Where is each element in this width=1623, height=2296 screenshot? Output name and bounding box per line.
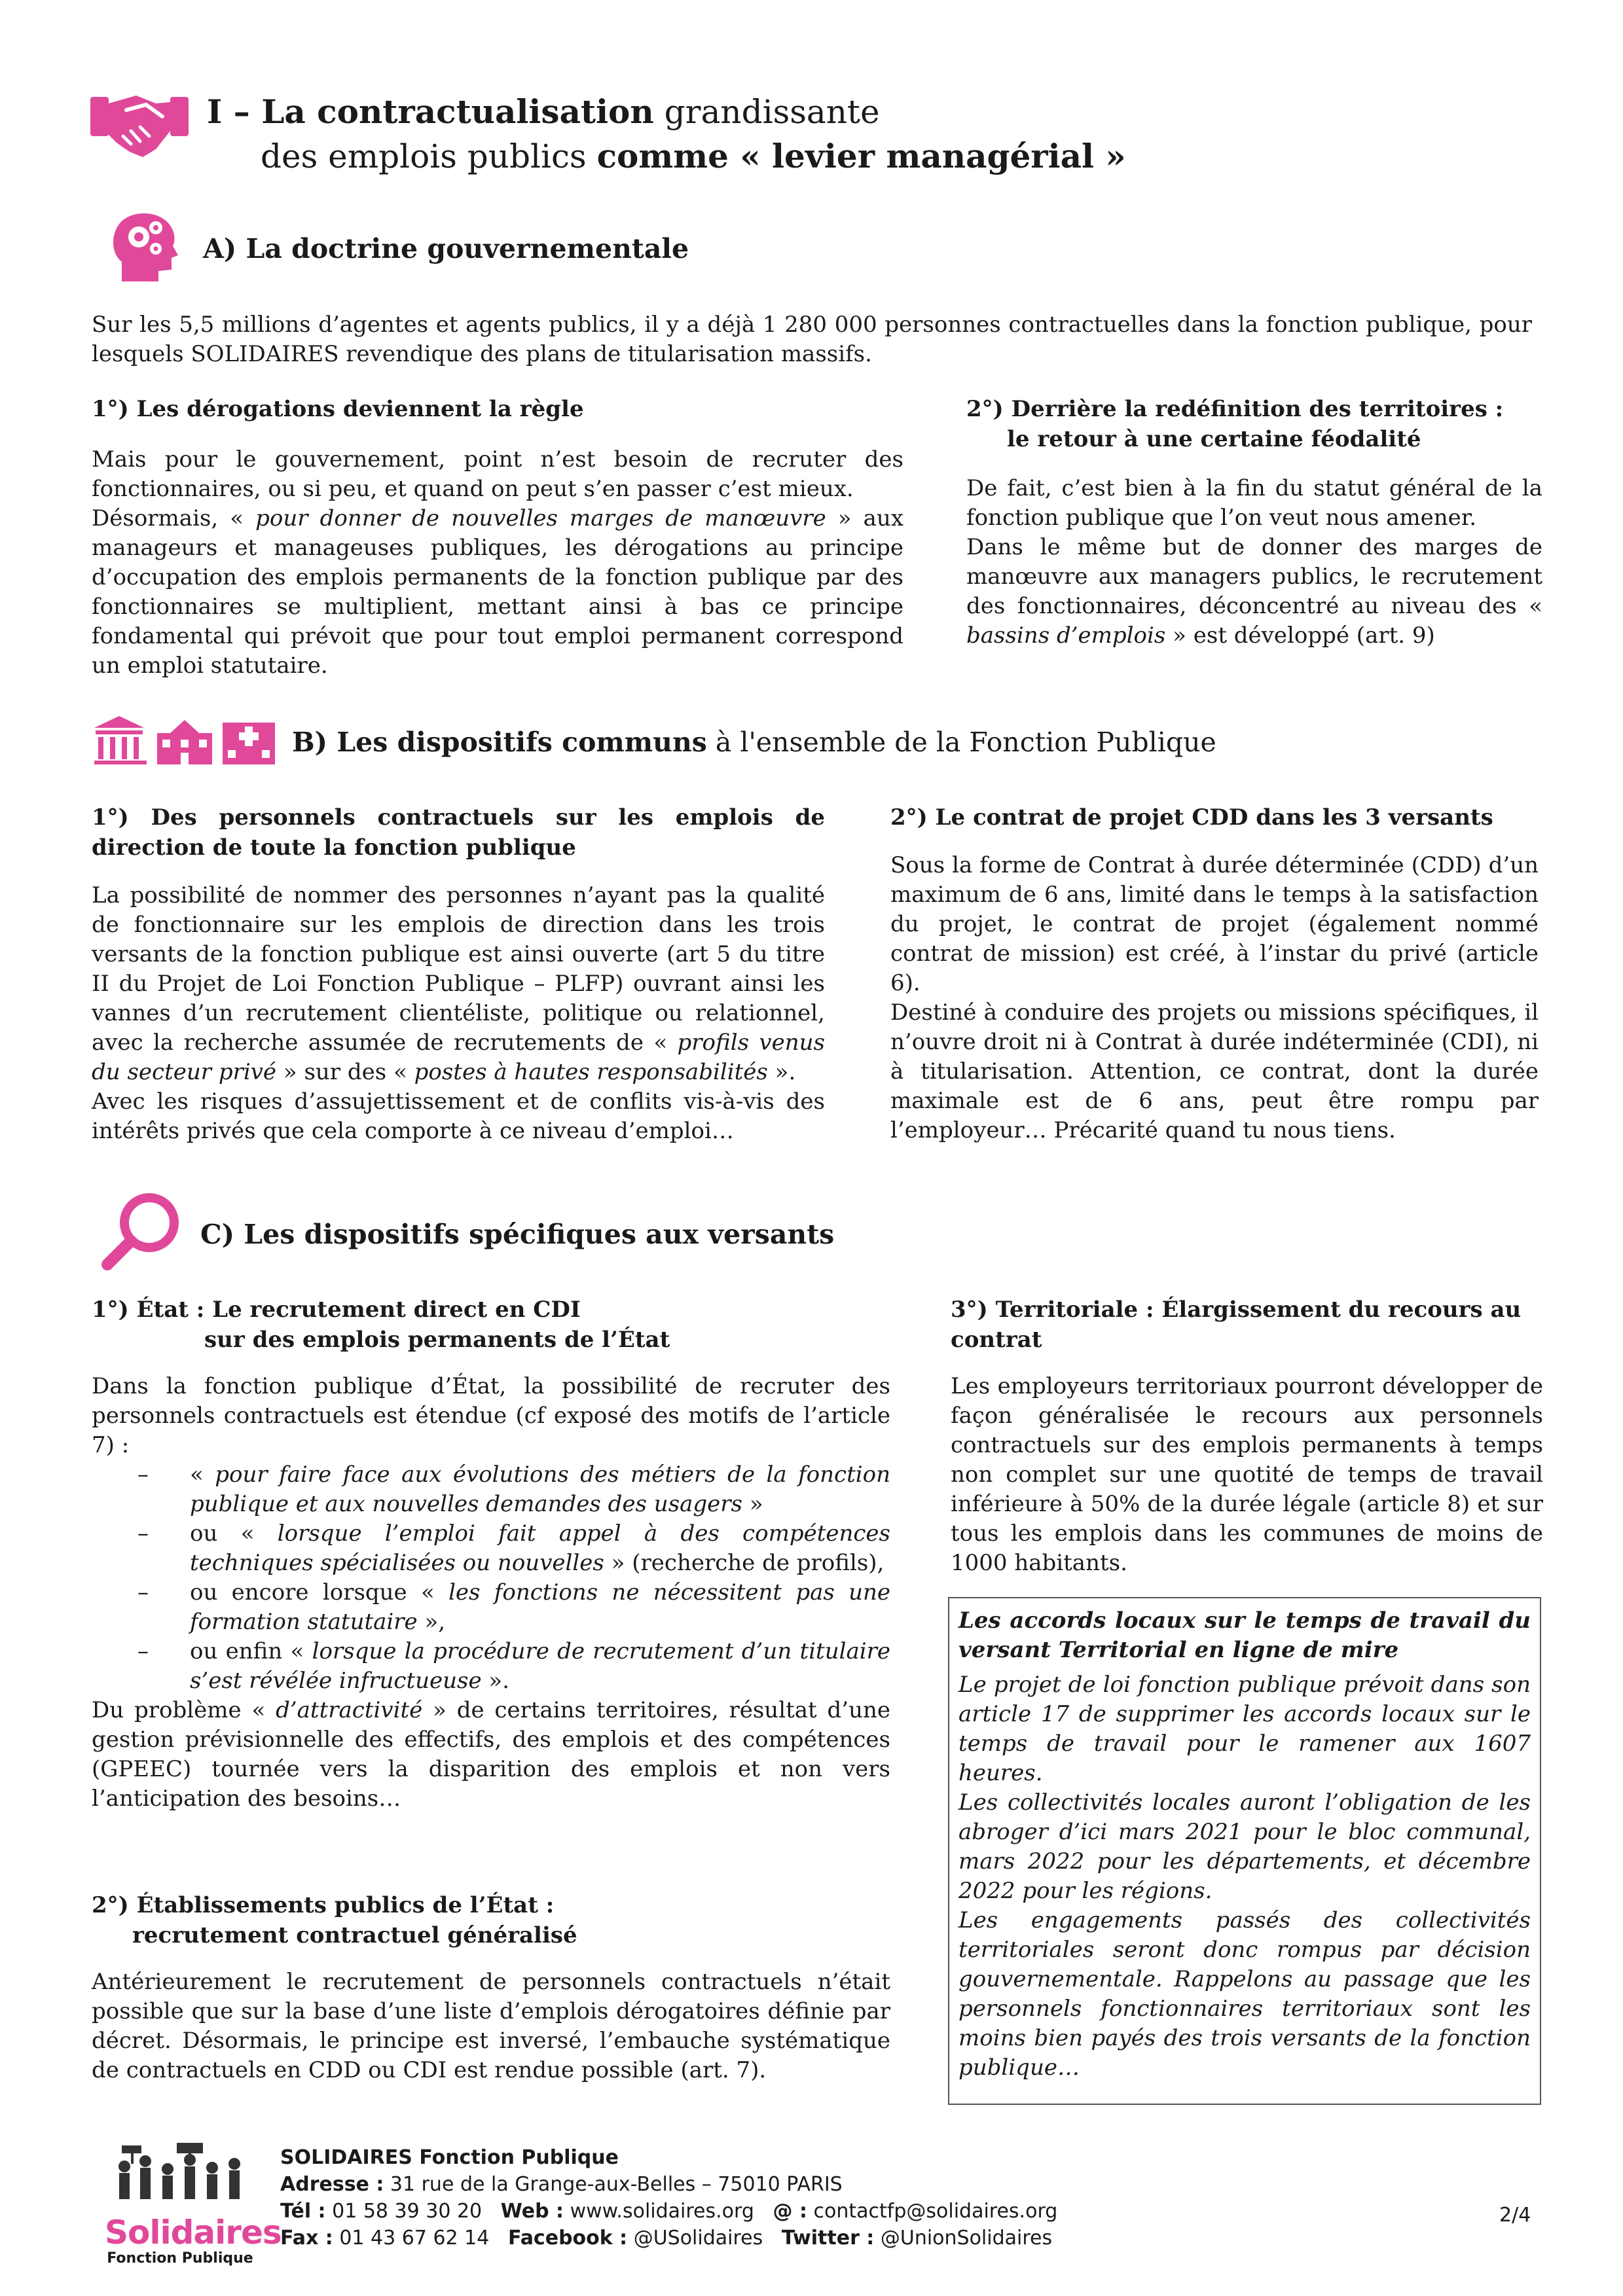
- section-c-left-heading-2: [92, 1890, 890, 1950]
- text-run: » est développé (art. 9): [1165, 622, 1435, 649]
- section-b-right-body: [890, 851, 1539, 1145]
- title-line2-plain: des emplois publics: [261, 137, 597, 175]
- label: Fax :: [280, 2227, 333, 2250]
- head-gears-icon: [109, 208, 179, 285]
- label: Tél :: [280, 2200, 326, 2223]
- bullet-list: [92, 1460, 890, 1696]
- heading-line: 1°) État : Le recrutement direct en CDI: [92, 1297, 581, 1323]
- heading-line: recrutement contractuel généralisé: [132, 1922, 577, 1948]
- text-run: »: [742, 1491, 763, 1517]
- quote-italic: pour donner de nouvelles marges de manœuvre: [255, 505, 826, 531]
- quote-italic: les fonctions ne nécessitent pas une formation statutaire: [190, 1579, 891, 1635]
- quote-italic: profils venus du secteur privé: [92, 1030, 825, 1085]
- facebook-link[interactable]: @USolidaires: [633, 2227, 763, 2250]
- text-run: ou encore lorsque «: [190, 1579, 449, 1605]
- section-b-left-body: [92, 881, 825, 1146]
- section-c-right-body: Les employeurs territoriaux pourront développer de façon généralisée le recours aux personnels contractuels sur des emplois permanents à temps non complet sur une quotité de temps de travail inférieure à 50% de la durée légale (article 8) et sur tous les emplois dans les communes de moins de 1000 habitants.: [951, 1373, 1543, 1576]
- text-run: » aux manageurs et manageuses publiques, les dérogations au principe d’occupation des emplois permanents de la fonction publique par des fonctionnaires se multiplient, mettant ainsi à bas ce principe fondamental qui prévoit que pour tout emploi permanent correspond un emploi statutaire.: [92, 505, 904, 679]
- footer-tel-line: [280, 2198, 1262, 2225]
- paragraph: Le projet de loi fonction publique prévoit dans son article 17 de supprimer les accords locaux sur le temps de travail pour le ramener aux 1607 heures.: [958, 1672, 1531, 1786]
- text-run: ».: [481, 1668, 510, 1694]
- page-title: [207, 90, 880, 134]
- text-run: ou «: [190, 1520, 278, 1547]
- section-c-title: C) Les dispositifs spécifiques aux versants: [200, 1219, 835, 1250]
- title-bold: I – La contractualisation: [207, 92, 654, 131]
- text-run: » (recherche de profils),: [604, 1550, 884, 1576]
- text-run: »,: [417, 1609, 446, 1635]
- section-a-title: A) La doctrine gouvernementale: [203, 233, 689, 264]
- quote-italic: postes à hautes responsabilités: [414, 1059, 768, 1085]
- footer-address-line: [280, 2171, 1262, 2198]
- title-bold: B) Les dispositifs communs: [292, 726, 707, 758]
- text-run: Désormais, «: [92, 505, 256, 531]
- paragraph: [92, 1696, 890, 1814]
- paragraph: De fait, c’est bien à la fin du statut général de la fonction publique que l’on veut nous amener.: [966, 475, 1542, 531]
- paragraph: [92, 504, 903, 681]
- paragraph: [92, 881, 825, 1087]
- label: Facebook :: [507, 2227, 628, 2250]
- text-run: ».: [767, 1059, 796, 1085]
- quote-italic: pour faire face aux évolutions des métiers de la fonction publique et aux nouvelles demandes des usagers: [190, 1462, 890, 1517]
- paragraph: Les engagements passés des collectivités territoriales seront donc rompus par décision gouvernementale. Rappelons au passage que les personnels fonctionnaires territoriaux sont les moins bien payés des trois versants de la fonction publique…: [958, 1907, 1531, 2081]
- section-c-left-body-2: Antérieurement le recrutement de personnels contractuels n’était possible que sur la base d’une liste d’emplois dérogatoires définie par décret. Désormais, le principe est inversé, l’embauche systématique de contractuels en CDD ou CDI est rendue possible (art. 7).: [92, 1969, 890, 2083]
- quote-italic: lorsque l’emploi fait appel à des compétences techniques spécialisées ou nouvelles: [190, 1520, 890, 1576]
- section-a-intro: Sur les 5,5 millions d’agentes et agents publics, il y a déjà 1 280 000 personnes contractuelles dans la fonction publique, pour lesquels SOLIDAIRES revendique des plans de titularisation massifs.: [92, 312, 1532, 367]
- public-buildings-icon: [92, 713, 278, 766]
- paragraph: Dans la fonction publique d’État, la possibilité de recruter des personnels contractuels est étendue (cf exposé des motifs de l’article 7) :: [92, 1373, 890, 1458]
- handshake-icon: [90, 84, 189, 166]
- text-run: » sur des «: [276, 1059, 414, 1085]
- list-item: [92, 1460, 890, 1519]
- phone-text: 01 58 39 30 20: [332, 2200, 483, 2223]
- title-line2-bold: comme « levier managérial »: [596, 137, 1126, 175]
- callout-box: [948, 1597, 1541, 2105]
- quote-italic: bassins d’emplois: [966, 622, 1166, 649]
- title-rest: à l'ensemble de la Fonction Publique: [706, 726, 1216, 758]
- paragraph: Destiné à conduire des projets ou missions spécifiques, il n’ouvre droit ni à Contrat à durée indéterminée (CDI), ni à titularisation. Attention, ce contrat, dont la durée maximale est de 6 ans, peut être rompu par l’employeur… Précarité quand tu nous tiens.: [890, 999, 1539, 1143]
- fax-text: 01 43 67 62 14: [339, 2227, 490, 2250]
- heading-line: le retour à une certaine féodalité: [1007, 426, 1421, 452]
- section-c-right-heading: 3°) Territoriale : Élargissement du recours au contrat: [951, 1297, 1522, 1353]
- section-a-left-heading: 1°) Les dérogations deviennent la règle: [92, 396, 584, 422]
- text-run: Du problème «: [92, 1697, 276, 1723]
- page-number: 2/4: [1499, 2204, 1531, 2227]
- text-run: «: [190, 1462, 215, 1488]
- quote-italic: lorsque la procédure de recrutement d’un titulaire s’est révélée infructueuse: [190, 1638, 890, 1694]
- solidaires-logo: [105, 2140, 282, 2271]
- paragraph: [966, 533, 1542, 651]
- section-b-title: [292, 726, 1216, 758]
- footer-contact: [280, 2144, 1262, 2251]
- heading-line: sur des emplois permanents de l’État: [204, 1327, 670, 1353]
- label: @ :: [773, 2200, 807, 2223]
- section-a-right-heading: [966, 394, 1542, 454]
- section-b-right-heading: 2°) Le contrat de projet CDD dans les 3 versants: [890, 804, 1493, 831]
- text-run: Dans le même but de donner des marges de manœuvre aux managers publics, le recrutement des fonctionnaires, déconcentré au niveau des «: [966, 534, 1542, 619]
- footer-fax-line: [280, 2225, 1262, 2251]
- label: Twitter :: [781, 2227, 875, 2250]
- title-rest: grandissante: [653, 93, 880, 131]
- text-run: » de certains territoires, résultat d’une gestion prévisionnelle des effectifs, des emplois et des compétences (GPEEC) tournée vers la disparition des emplois et non vers l’anticipation des besoins…: [92, 1697, 890, 1812]
- email-link[interactable]: contactfp@solidaires.org: [813, 2200, 1058, 2223]
- paragraph: Sous la forme de Contrat à durée déterminée (CDD) d’un maximum de 6 ans, limité dans le temps à la satisfaction du projet, le contrat de projet (également nommé contrat de mission) est créé, à l’instar du privé (article 6).: [890, 852, 1539, 996]
- logo-subtitle: Fonction Publique: [107, 2250, 253, 2267]
- twitter-link[interactable]: @UnionSolidaires: [880, 2227, 1053, 2250]
- section-b-left-heading: 1°) Des personnels contractuels sur les emplois de direction de toute la fonction publique: [92, 804, 825, 861]
- label: Web :: [500, 2200, 564, 2223]
- section-c-left-body: [92, 1372, 890, 1814]
- address-text: 31 rue de la Grange-aux-Belles – 75010 PARIS: [390, 2173, 843, 2196]
- heading-line: 2°) Établissements publics de l’État :: [92, 1892, 555, 1918]
- label: Adresse :: [280, 2173, 384, 2196]
- magnifier-icon: [100, 1191, 185, 1273]
- list-item: [92, 1637, 890, 1696]
- quote-italic: d’attractivité: [276, 1697, 423, 1723]
- list-item: [92, 1519, 890, 1578]
- logo-wordmark: Solidaires: [105, 2214, 282, 2251]
- heading-line: 2°) Derrière la redéfinition des territoires :: [966, 396, 1504, 422]
- text-run: La possibilité de nommer des personnes n’ayant pas la qualité de fonctionnaire sur les emplois de direction dans les trois versants de la fonction publique est ainsi ouverte (art 5 du titre II du Projet de Loi Fonction Publique – PLFP) ouvrant ainsi les vannes d’un recrutement clientéliste, politique ou relationnel, avec la recherche assumée de recrutements de «: [92, 882, 825, 1056]
- section-a-left-body: [92, 445, 903, 681]
- paragraph: Avec les risques d’assujettissement et de conflits vis-à-vis des intérêts privés que cela comporte à ce niveau d’emploi…: [92, 1088, 825, 1144]
- text-run: ou enfin «: [190, 1638, 312, 1664]
- list-item: [92, 1578, 890, 1637]
- page-title-line2: [261, 135, 1126, 178]
- section-a-right-body: [966, 474, 1542, 651]
- paragraph: Les collectivités locales auront l’obligation de les abroger d’ici mars 2021 pour le bloc communal, mars 2022 pour les départements, et décembre 2022 pour les régions.: [958, 1789, 1531, 1904]
- paragraph: Mais pour le gouvernement, point n’est besoin de recruter des fonctionnaires, ou si peu, et quand on peut s’en passer c’est mieux.: [92, 446, 903, 502]
- section-c-left-heading: [92, 1295, 890, 1355]
- website-link[interactable]: www.solidaires.org: [570, 2200, 754, 2223]
- footer-org: SOLIDAIRES Fonction Publique: [280, 2146, 619, 2169]
- callout-title: Les accords locaux sur le temps de travail du versant Territorial en ligne de mire: [958, 1607, 1531, 1663]
